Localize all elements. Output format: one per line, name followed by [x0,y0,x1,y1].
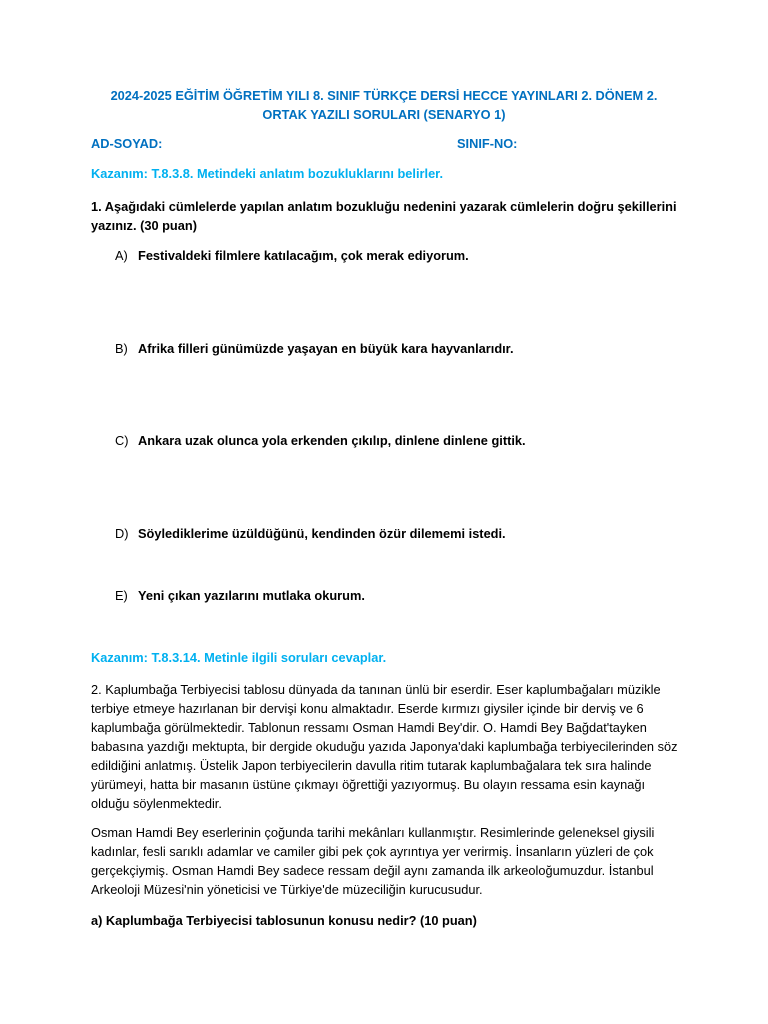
option-b [115,340,514,358]
class-number-label: SINIF-NO: [457,136,518,151]
option-text: Ankara uzak olunca yola erkenden çıkılıp, dinlene dinlene gittik. [138,433,526,448]
option-letter: D) [115,526,129,541]
option-letter: E) [115,588,128,603]
option-d [115,525,506,543]
option-text: Söylediklerime üzüldüğünü, kendinden özür dilememi istedi. [138,526,506,541]
question-2-paragraph-2: Osman Hamdi Bey eserlerinin çoğunda tarihi mekânları kullanmıştır. Resimlerinde geleneksel giysili kadınlar, fesli sarıklı adamlar ve camiler gibi pek çok ayrıntıya yer verirmiş. İnsanların yüzleri de çok gerçekçiymiş. Osman Hamdi Bey sadece ressam değil aynı zamanda ilk arkeoloğumuzdur. İstanbul Arkeoloji Müzesi'nin yöneticisi ve Türkiye'de müzeciliğin kurucusudur. [91,825,655,897]
option-text: Afrika filleri günümüzde yaşayan en büyük kara hayvanlarıdır. [138,341,514,356]
option-letter: A) [115,248,128,263]
option-text: Festivaldeki filmlere katılacağım, çok merak ediyorum. [138,248,469,263]
name-label: AD-SOYAD: [91,136,163,151]
option-text: Yeni çıkan yazılarını mutlaka okurum. [138,588,365,603]
option-letter: C) [115,433,129,448]
option-e [115,587,365,605]
kazanim-heading-2: Kazanım: T.8.3.14. Metinle ilgili soruları cevaplar. [91,650,387,665]
question-2-paragraph-1: 2. Kaplumbağa Terbiyecisi tablosu dünyada da tanınan ünlü bir eserdir. Eser kaplumbağaları müzikle terbiye etmeye hazırlanan bir dervişi konu almaktadır. Eserde kırmızı giysiler içinde bir derviş ve 6 kaplumbağa görülmektedir. Tablonun ressamı Osman Hamdi Bey'dir. O. Hamdi Bey Bağdat'tayken babasına yazdığı mektupta, bir dergide okuduğu yazıda Japonya'daki kaplumbağa terbiyecilerinden söz edildiğini anlatmış. Üstelik Japon terbiyecilerin davulla ritim tutarak kaplumbağalara tek sıra halinde yürümeyi, hatta bir masanın üstüne çıkmayı öğrettiği yazıyormuş. Bu olayın ressama esin kaynağı olduğu söylenmektedir. [91,682,678,811]
exam-title: 2024-2025 EĞİTİM ÖĞRETİM YILI 8. SINIF TÜRKÇE DERSİ HECCE YAYINLARI 2. DÖNEM 2. ORTAK YAZILI SORULARI (SENARYO 1) [110,88,658,122]
option-c [115,432,526,450]
kazanim-heading-1: Kazanım: T.8.3.8. Metindeki anlatım bozukluklarını belirler. [91,166,444,181]
question-2a-text: a) Kaplumbağa Terbiyecisi tablosunun konusu nedir? (10 puan) [91,913,477,928]
question-1-text: 1. Aşağıdaki cümlelerde yapılan anlatım bozukluğu nedenini yazarak cümlelerin doğru şekillerini yazınız. (30 puan) [91,199,677,233]
option-letter: B) [115,341,128,356]
option-a [115,247,469,265]
